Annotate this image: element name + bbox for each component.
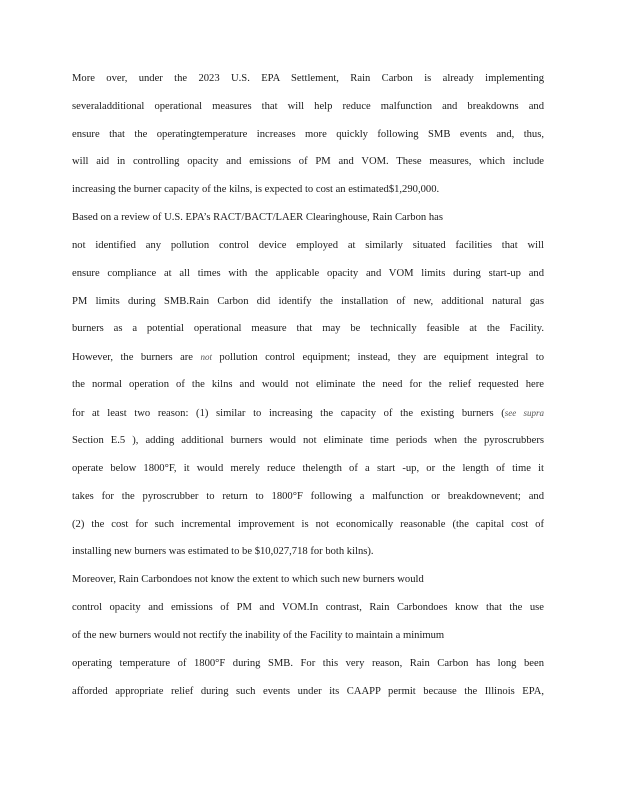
text-line: Based on a review of U.S. EPA’s RACT/BACT/LAER Clearinghouse, Rain Carbon has (72, 212, 443, 223)
text-line: control opacity and emissions of PM and VOM.In contrast, Rain Carbondoes know that the use (72, 602, 544, 613)
text-line: will aid in controlling opacity and emissions of PM and VOM. These measures, which include (72, 156, 544, 167)
text-line: takes for the pyroscrubber to return to 1800°F following a malfunction or breakdownevent; and (72, 491, 544, 502)
text-line: of the new burners would not rectify the inability of the Facility to maintain a minimum (72, 630, 445, 641)
text-line: ensure compliance at all times with the applicable opacity and VOM limits during start-up and (72, 268, 544, 279)
text-line: increasing the burner capacity of the kilns, is expected to cost an estimated$1,290,000. (72, 184, 440, 195)
text-line: operate below 1800°F, it would merely reduce thelength of a start -up, or the length of time it (72, 463, 544, 474)
text-line: burners as a potential operational measure that may be technically feasible at the Facility. (72, 323, 544, 334)
text-line: the normal operation of the kilns and would not eliminate the need for the relief requested here (72, 379, 544, 390)
text-segment: pollution control equipment; instead, they are equipment integral to (211, 352, 544, 363)
text-line: not identified any pollution control device employed at similarly situated facilities that will (72, 240, 544, 251)
italic-text: not (200, 352, 212, 362)
italic-text: see supra (504, 408, 544, 418)
text-line: Section E.5 ), adding additional burners would not eliminate time periods when the pyroscrubbers (72, 435, 544, 446)
text-line (72, 350, 544, 365)
text-line: operating temperature of 1800°F during SMB. For this very reason, Rain Carbon has long been (72, 658, 544, 669)
text-line (72, 406, 544, 421)
text-segment: However, the burners are (72, 352, 201, 363)
text-segment: for at least two reason: (1) similar to increasing the capacity of the existing burners ( (72, 408, 505, 419)
text-line: PM limits during SMB.Rain Carbon did identify the installation of new, additional natural gas (72, 296, 544, 307)
text-line: installing new burners was estimated to be $10,027,718 for both kilns). (72, 546, 374, 557)
text-line: (2) the cost for such incremental improvement is not economically reasonable (the capital cost of (72, 519, 544, 530)
text-line: More over, under the 2023 U.S. EPA Settlement, Rain Carbon is already implementing (72, 73, 544, 84)
text-line: afforded appropriate relief during such events under its CAAPP permit because the Illinois EPA, (72, 686, 544, 697)
text-line: ensure that the operatingtemperature increases more quickly following SMB events and, thus, (72, 129, 544, 140)
text-line: severaladditional operational measures that will help reduce malfunction and breakdowns and (72, 101, 544, 112)
text-line: Moreover, Rain Carbondoes not know the extent to which such new burners would (72, 574, 424, 585)
